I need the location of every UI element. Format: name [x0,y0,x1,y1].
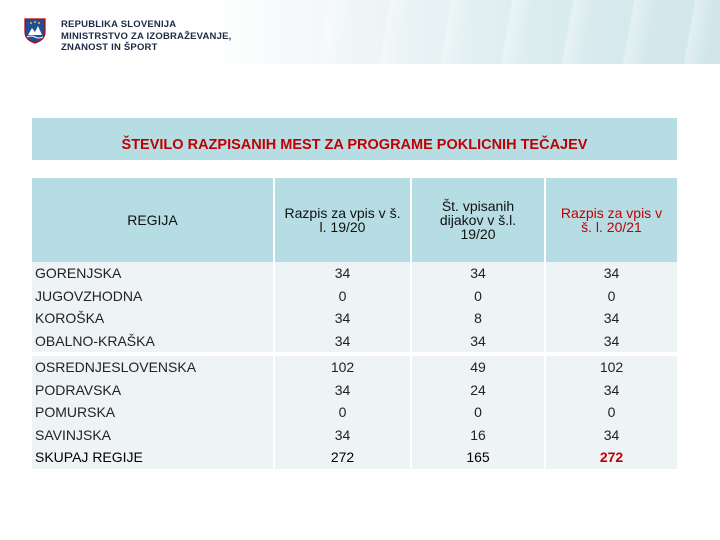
value: 34 [470,265,486,281]
value: 34 [334,332,351,349]
value: 34 [334,426,351,443]
value: 16 [470,426,486,443]
value: 49 [470,359,486,375]
value: 34 [334,310,351,326]
region-name: OBALNO-KRAŠKA [35,332,155,349]
region-cell [32,356,274,469]
razpis-1920-cell [274,356,411,469]
total-value-highlight: 272 [599,449,624,465]
header-banner [0,0,720,64]
slovenia-coat-of-arms-icon [24,18,46,44]
table-header-row [32,178,677,262]
value: 0 [474,404,482,420]
column-header-razpis-2021: Razpis za vpis v š. l. 20/21 [545,178,677,262]
column-header-region: REGIJA [32,178,274,262]
ministry-line: REPUBLIKA SLOVENIJA [61,19,177,30]
total-value: 165 [466,449,490,465]
value: 8 [474,310,482,326]
value: 0 [607,287,616,304]
table-row-group [32,356,677,469]
total-label: SKUPAJ REGIJE [35,449,143,465]
value: 34 [603,426,620,443]
header-decoration [290,0,720,64]
value: 34 [603,310,620,326]
column-header-vpisani-1920: Št. vpisanih dijakov v š.l. 19/20 [411,178,545,262]
enrollment-table [32,178,677,469]
value: 34 [603,265,620,281]
region-name: OSREDNJESLOVENSKA [35,359,197,375]
region-cell [32,262,274,352]
region-name: POMURSKA [35,404,116,420]
region-name: SAVINJSKA [35,426,111,443]
ministry-line: ZNANOST IN ŠPORT [61,42,158,53]
vpisani-1920-cell [411,356,545,469]
value: 34 [603,332,620,349]
column-header-razpis-1920: Razpis za vpis v š. l. 19/20 [274,178,411,262]
value: 0 [474,287,482,304]
value: 102 [330,359,355,375]
value: 24 [470,381,486,398]
value: 34 [334,265,351,281]
value: 34 [470,332,486,349]
razpis-2021-cell [545,262,677,352]
value: 0 [338,287,347,304]
total-value: 272 [330,449,355,465]
region-name: GORENJSKA [35,265,122,281]
value: 0 [338,404,347,420]
value: 102 [599,359,624,375]
region-name: PODRAVSKA [35,381,122,398]
value: 34 [603,381,620,398]
razpis-1920-cell [274,262,411,352]
ministry-line: MINISTRSTVO ZA IZOBRAŽEVANJE, [61,30,232,42]
page-title: ŠTEVILO RAZPISANIH MEST ZA PROGRAME POKLICNIH TEČAJEV [121,137,588,153]
vpisani-1920-cell [411,262,545,352]
ministry-name [61,19,231,54]
value: 34 [334,381,351,398]
region-name: JUGOVZHODNA [35,287,143,304]
value: 0 [607,404,616,420]
table-row-group [32,262,677,352]
region-name: KOROŠKA [35,310,105,326]
razpis-2021-cell [545,356,677,469]
